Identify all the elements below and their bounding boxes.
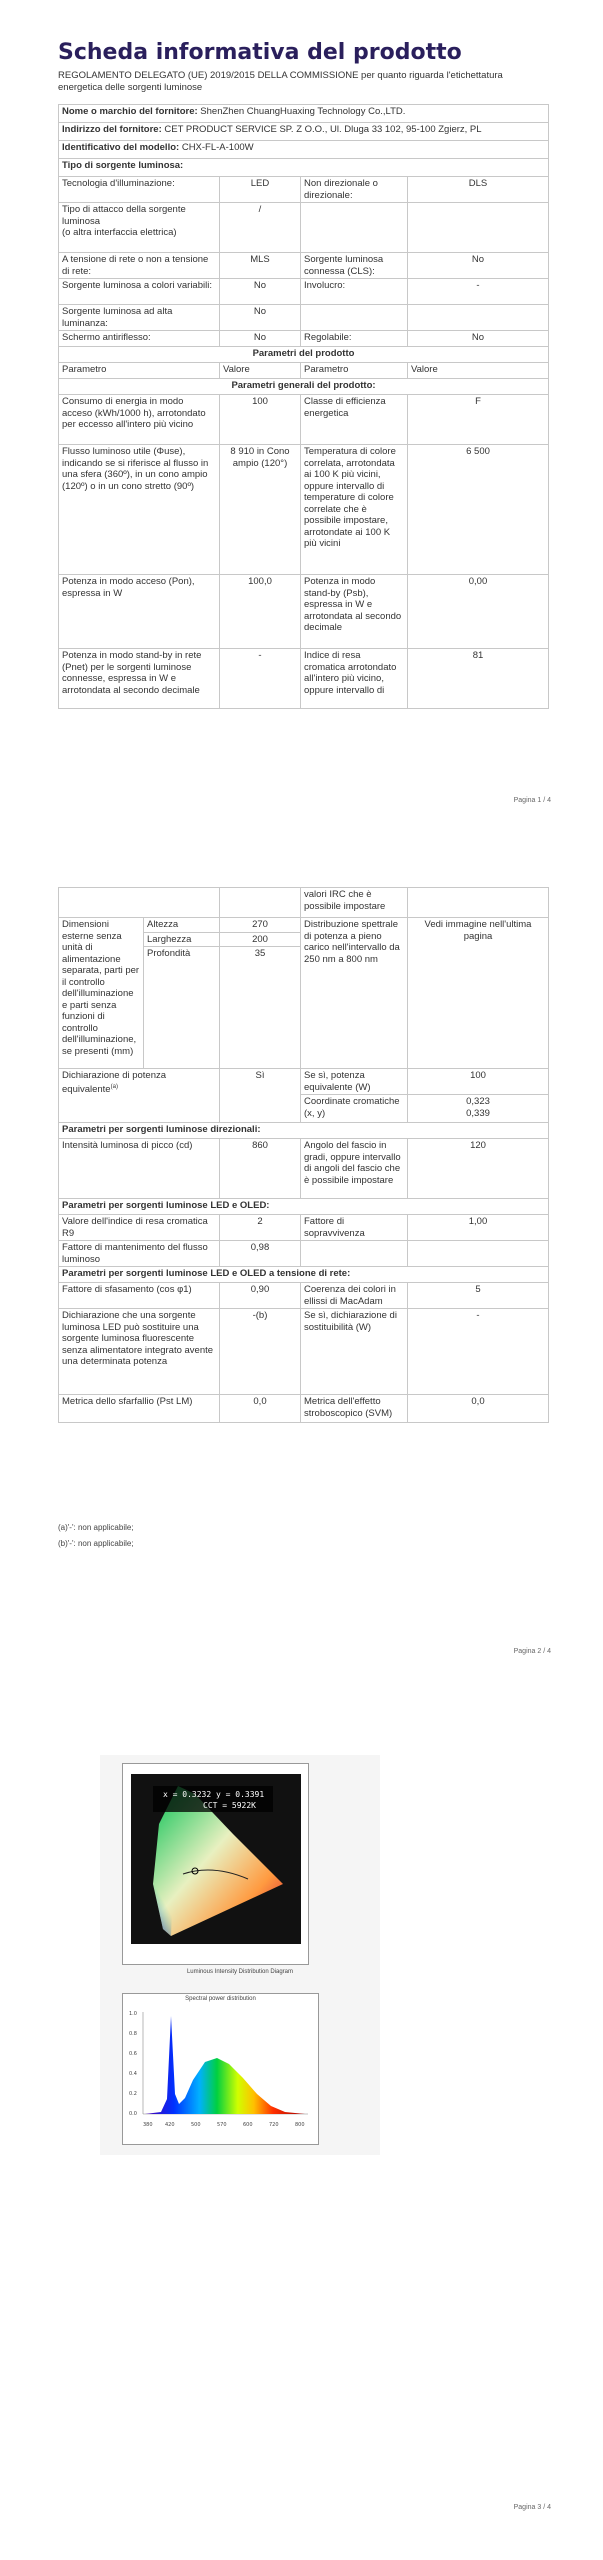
height-value: 270	[220, 918, 301, 933]
cie-cct-readout: CCT = 5922K	[203, 1801, 256, 1810]
high-luminance-value: No	[220, 305, 301, 331]
efficiency-class-value: F	[408, 395, 549, 445]
spectral-power-chart	[122, 1993, 319, 2145]
survival-factor-value: 1,00	[408, 1215, 549, 1241]
y-tick-2: 0.8	[129, 2031, 137, 2037]
useful-flux-label: Flusso luminoso utile (Φuse), indicando se si riferisce al flusso in una sfera (360º), in un cono ampio (120º) o in un cono stretto (90º)	[59, 445, 220, 575]
envelope-value: -	[408, 279, 549, 305]
cie-caption: Luminous Intensity Distribution Diagram	[186, 1969, 294, 1975]
energy-consumption-label: Consumo di energia in modo acceso (kWh/1000 h), arrotondato per eccesso all'intero più vicino	[59, 395, 220, 445]
cie-chromaticity-diagram	[122, 1763, 309, 1965]
replacement-claim-value: -	[408, 1309, 549, 1395]
supplier-address-label: Indirizzo del fornitore:	[62, 124, 162, 135]
r9-value: 2	[220, 1215, 301, 1241]
mains-led-params-heading: Parametri per sorgenti luminose LED e OLED a tensione di rete:	[59, 1267, 549, 1283]
cls-label: Sorgente luminosa connessa (CLS):	[301, 253, 408, 279]
standby-power-label: Potenza in modo stand-by (Psb), espressa in W e arrotondata al secondo decimale	[301, 575, 408, 649]
replacement-claim-label: Se sì, dichiarazione di sostituibilità (W)	[301, 1309, 408, 1395]
page-number-2: Pagina 2 / 4	[513, 1648, 551, 1655]
dimmable-label: Regolabile:	[301, 331, 408, 347]
lumen-maintenance-label: Fattore di mantenimento del flusso luminoso	[59, 1241, 220, 1267]
spd-svg	[123, 1994, 318, 2144]
cri-label-cont: valori IRC che è possibile impostare	[301, 888, 408, 918]
col-value-header: Valore	[220, 363, 301, 379]
stroboscopic-metric-value: 0,0	[408, 1395, 549, 1423]
displacement-factor-label: Fattore di sfasamento (cos φ1)	[59, 1283, 220, 1309]
depth-value: 35	[220, 947, 301, 1069]
y-tick-1: 1.0	[129, 2011, 137, 2017]
cct-label: Temperatura di colore correlata, arrotondata ai 100 K più vicini, oppure intervallo di temperature di colore correlate che è possibile impostare, arrotondate ai 100 K più vicini	[301, 445, 408, 575]
col-value-header-2: Valore	[408, 363, 549, 379]
y-tick-3: 0.6	[129, 2051, 137, 2057]
anti-glare-label: Schermo antiriflesso:	[59, 331, 220, 347]
equiv-power-decl-value: Sì	[220, 1069, 301, 1123]
flicker-metric-value: 0,0	[220, 1395, 301, 1423]
note-ref-a: (a)	[110, 1083, 118, 1090]
model-id-label: Identificativo del modello:	[62, 142, 180, 153]
networked-standby-value: -	[220, 649, 301, 709]
lumen-maintenance-value: 0,98	[220, 1241, 301, 1267]
width-label: Larghezza	[144, 932, 220, 947]
high-luminance-label: Sorgente luminosa ad alta luminanza:	[59, 305, 220, 331]
col-param-header-2: Parametro	[301, 363, 408, 379]
dimmable-value: No	[408, 331, 549, 347]
x-tick-4: 570	[217, 2122, 227, 2128]
stroboscopic-metric-label: Metrica dell'effetto stroboscopico (SVM)	[301, 1395, 408, 1423]
cap-type-value: /	[220, 203, 301, 253]
chroma-x-value: 0,323	[466, 1096, 490, 1107]
color-consistency-value: 5	[408, 1283, 549, 1309]
document-title: Scheda informativa del prodotto	[58, 40, 462, 65]
x-tick-3: 500	[191, 2122, 201, 2128]
beam-angle-label: Angolo del fascio in gradi, oppure intervallo di angoli del fascio che è possibile impostare	[301, 1139, 408, 1199]
spd-value: Vedi immagine nell'ultima pagina	[408, 918, 549, 1069]
r9-label: Valore dell'indice di resa cromatica R9	[59, 1215, 220, 1241]
color-tunable-label: Sorgente luminosa a colori variabili:	[59, 279, 220, 305]
x-tick-2: 420	[165, 2122, 175, 2128]
equiv-power-value: 100	[408, 1069, 549, 1095]
displacement-factor-value: 0,90	[220, 1283, 301, 1309]
on-mode-power-value: 100,0	[220, 575, 301, 649]
peak-intensity-label: Intensità luminosa di picco (cd)	[59, 1139, 220, 1199]
equiv-power-label: Se sì, potenza equivalente (W)	[301, 1069, 408, 1095]
supplier-name-value: ShenZhen ChuangHuaxing Technology Co.,LTD.	[200, 106, 406, 117]
x-tick-5: 600	[243, 2122, 253, 2128]
chroma-coords-label: Coordinate cromatiche (x, y)	[301, 1095, 408, 1123]
supplier-name-label: Nome o marchio del fornitore:	[62, 106, 198, 117]
flicker-metric-label: Metrica dello sfarfallio (Pst LM)	[59, 1395, 220, 1423]
width-value: 200	[220, 932, 301, 947]
color-tunable-value: No	[220, 279, 301, 305]
page-number-3: Pagina 3 / 4	[513, 2504, 551, 2511]
cie-diagram-svg	[123, 1764, 308, 1964]
survival-factor-label: Fattore di sopravvivenza	[301, 1215, 408, 1241]
y-tick-4: 0.4	[129, 2071, 137, 2077]
cct-value: 6 500	[408, 445, 549, 575]
height-label: Altezza	[144, 918, 220, 933]
dimensions-label: Dimensioni esterne senza unità di alimentazione separata, parti per il controllo dell'illuminazione e parti senza funzioni di controllo dell'illuminazione, se presenti (mm)	[59, 918, 144, 1069]
footnote-a: (a)'-': non applicabile;	[58, 1523, 134, 1532]
networked-standby-label: Potenza in modo stand-by in rete (Pnet) per le sorgenti luminose connesse, espressa in W e arrotondata al secondo decimale	[59, 649, 220, 709]
equiv-power-decl-label: Dichiarazione di potenza equivalente	[62, 1070, 167, 1095]
on-mode-power-label: Potenza in modo acceso (Pon), espressa in W	[59, 575, 220, 649]
led-params-heading: Parametri per sorgenti luminose LED e OLED:	[59, 1199, 549, 1215]
useful-flux-value: 8 910 in Cono ampio (120°)	[220, 445, 301, 575]
directional-label: Non direzionale o direzionale:	[301, 177, 408, 203]
technology-label: Tecnologia d'illuminazione:	[59, 177, 220, 203]
cls-value: No	[408, 253, 549, 279]
spd-caption: Spectral power distribution	[185, 1996, 256, 2002]
cri-value: 81	[408, 649, 549, 709]
x-tick-6: 720	[269, 2122, 279, 2128]
col-param-header: Parametro	[59, 363, 220, 379]
depth-label: Profondità	[144, 947, 220, 1069]
spd-label: Distribuzione spettrale di potenza a pieno carico nell'intervallo da 250 nm a 800 nm	[301, 918, 408, 1069]
footnote-b: (b)'-': non applicabile;	[58, 1539, 134, 1548]
model-id-value: CHX-FL-A-100W	[181, 142, 254, 153]
supplier-address-value: CET PRODUCT SERVICE SP. Z O.O., Ul. Dluga 33 102, 95-100 Zgierz, PL	[164, 124, 482, 135]
cri-label: Indice di resa cromatica arrotondato all'intero più vicino, oppure intervallo di	[301, 649, 408, 709]
cap-type-label: Tipo di attacco della sorgente luminosa (o altra interfaccia elettrica)	[59, 203, 220, 253]
cie-xy-readout: x = 0.3232 y = 0.3391	[163, 1790, 265, 1799]
params-table-continued	[58, 887, 549, 1423]
chroma-y-value: 0,339	[466, 1107, 490, 1119]
directional-value: DLS	[408, 177, 549, 203]
x-tick-7: 800	[295, 2122, 305, 2128]
standby-power-value: 0,00	[408, 575, 549, 649]
anti-glare-value: No	[220, 331, 301, 347]
supplier-table	[58, 104, 549, 709]
envelope-label: Involucro:	[301, 279, 408, 305]
x-tick-1: 380	[143, 2122, 153, 2128]
product-params-heading: Parametri del prodotto	[59, 347, 549, 363]
spd-curve	[145, 2016, 305, 2114]
efficiency-class-label: Classe di efficienza energetica	[301, 395, 408, 445]
page-number-1: Pagina 1 / 4	[513, 797, 551, 804]
y-tick-6: 0.0	[129, 2111, 137, 2117]
fluorescent-replacement-label: Dichiarazione che una sorgente luminosa LED può sostituire una sorgente luminosa fluorescente senza alimentatore integrato avente una determinata potenza	[59, 1309, 220, 1395]
general-params-heading: Parametri generali del prodotto:	[59, 379, 549, 395]
mains-label: A tensione di rete o non a tensione di rete:	[59, 253, 220, 279]
peak-intensity-value: 860	[220, 1139, 301, 1199]
energy-consumption-value: 100	[220, 395, 301, 445]
fluorescent-replacement-value: -(b)	[220, 1309, 301, 1395]
directional-params-heading: Parametri per sorgenti luminose direzionali:	[59, 1123, 549, 1139]
technology-value: LED	[220, 177, 301, 203]
source-type-heading: Tipo di sorgente luminosa:	[59, 159, 549, 177]
mains-value: MLS	[220, 253, 301, 279]
color-consistency-label: Coerenza dei colori in ellissi di MacAdam	[301, 1283, 408, 1309]
y-tick-5: 0.2	[129, 2091, 137, 2097]
regulation-text: REGOLAMENTO DELEGATO (UE) 2019/2015 DELLA COMMISSIONE per quanto riguarda l'etichettatura energetica delle sorgenti luminose	[58, 70, 503, 93]
beam-angle-value: 120	[408, 1139, 549, 1199]
measurement-images	[100, 1755, 380, 2155]
